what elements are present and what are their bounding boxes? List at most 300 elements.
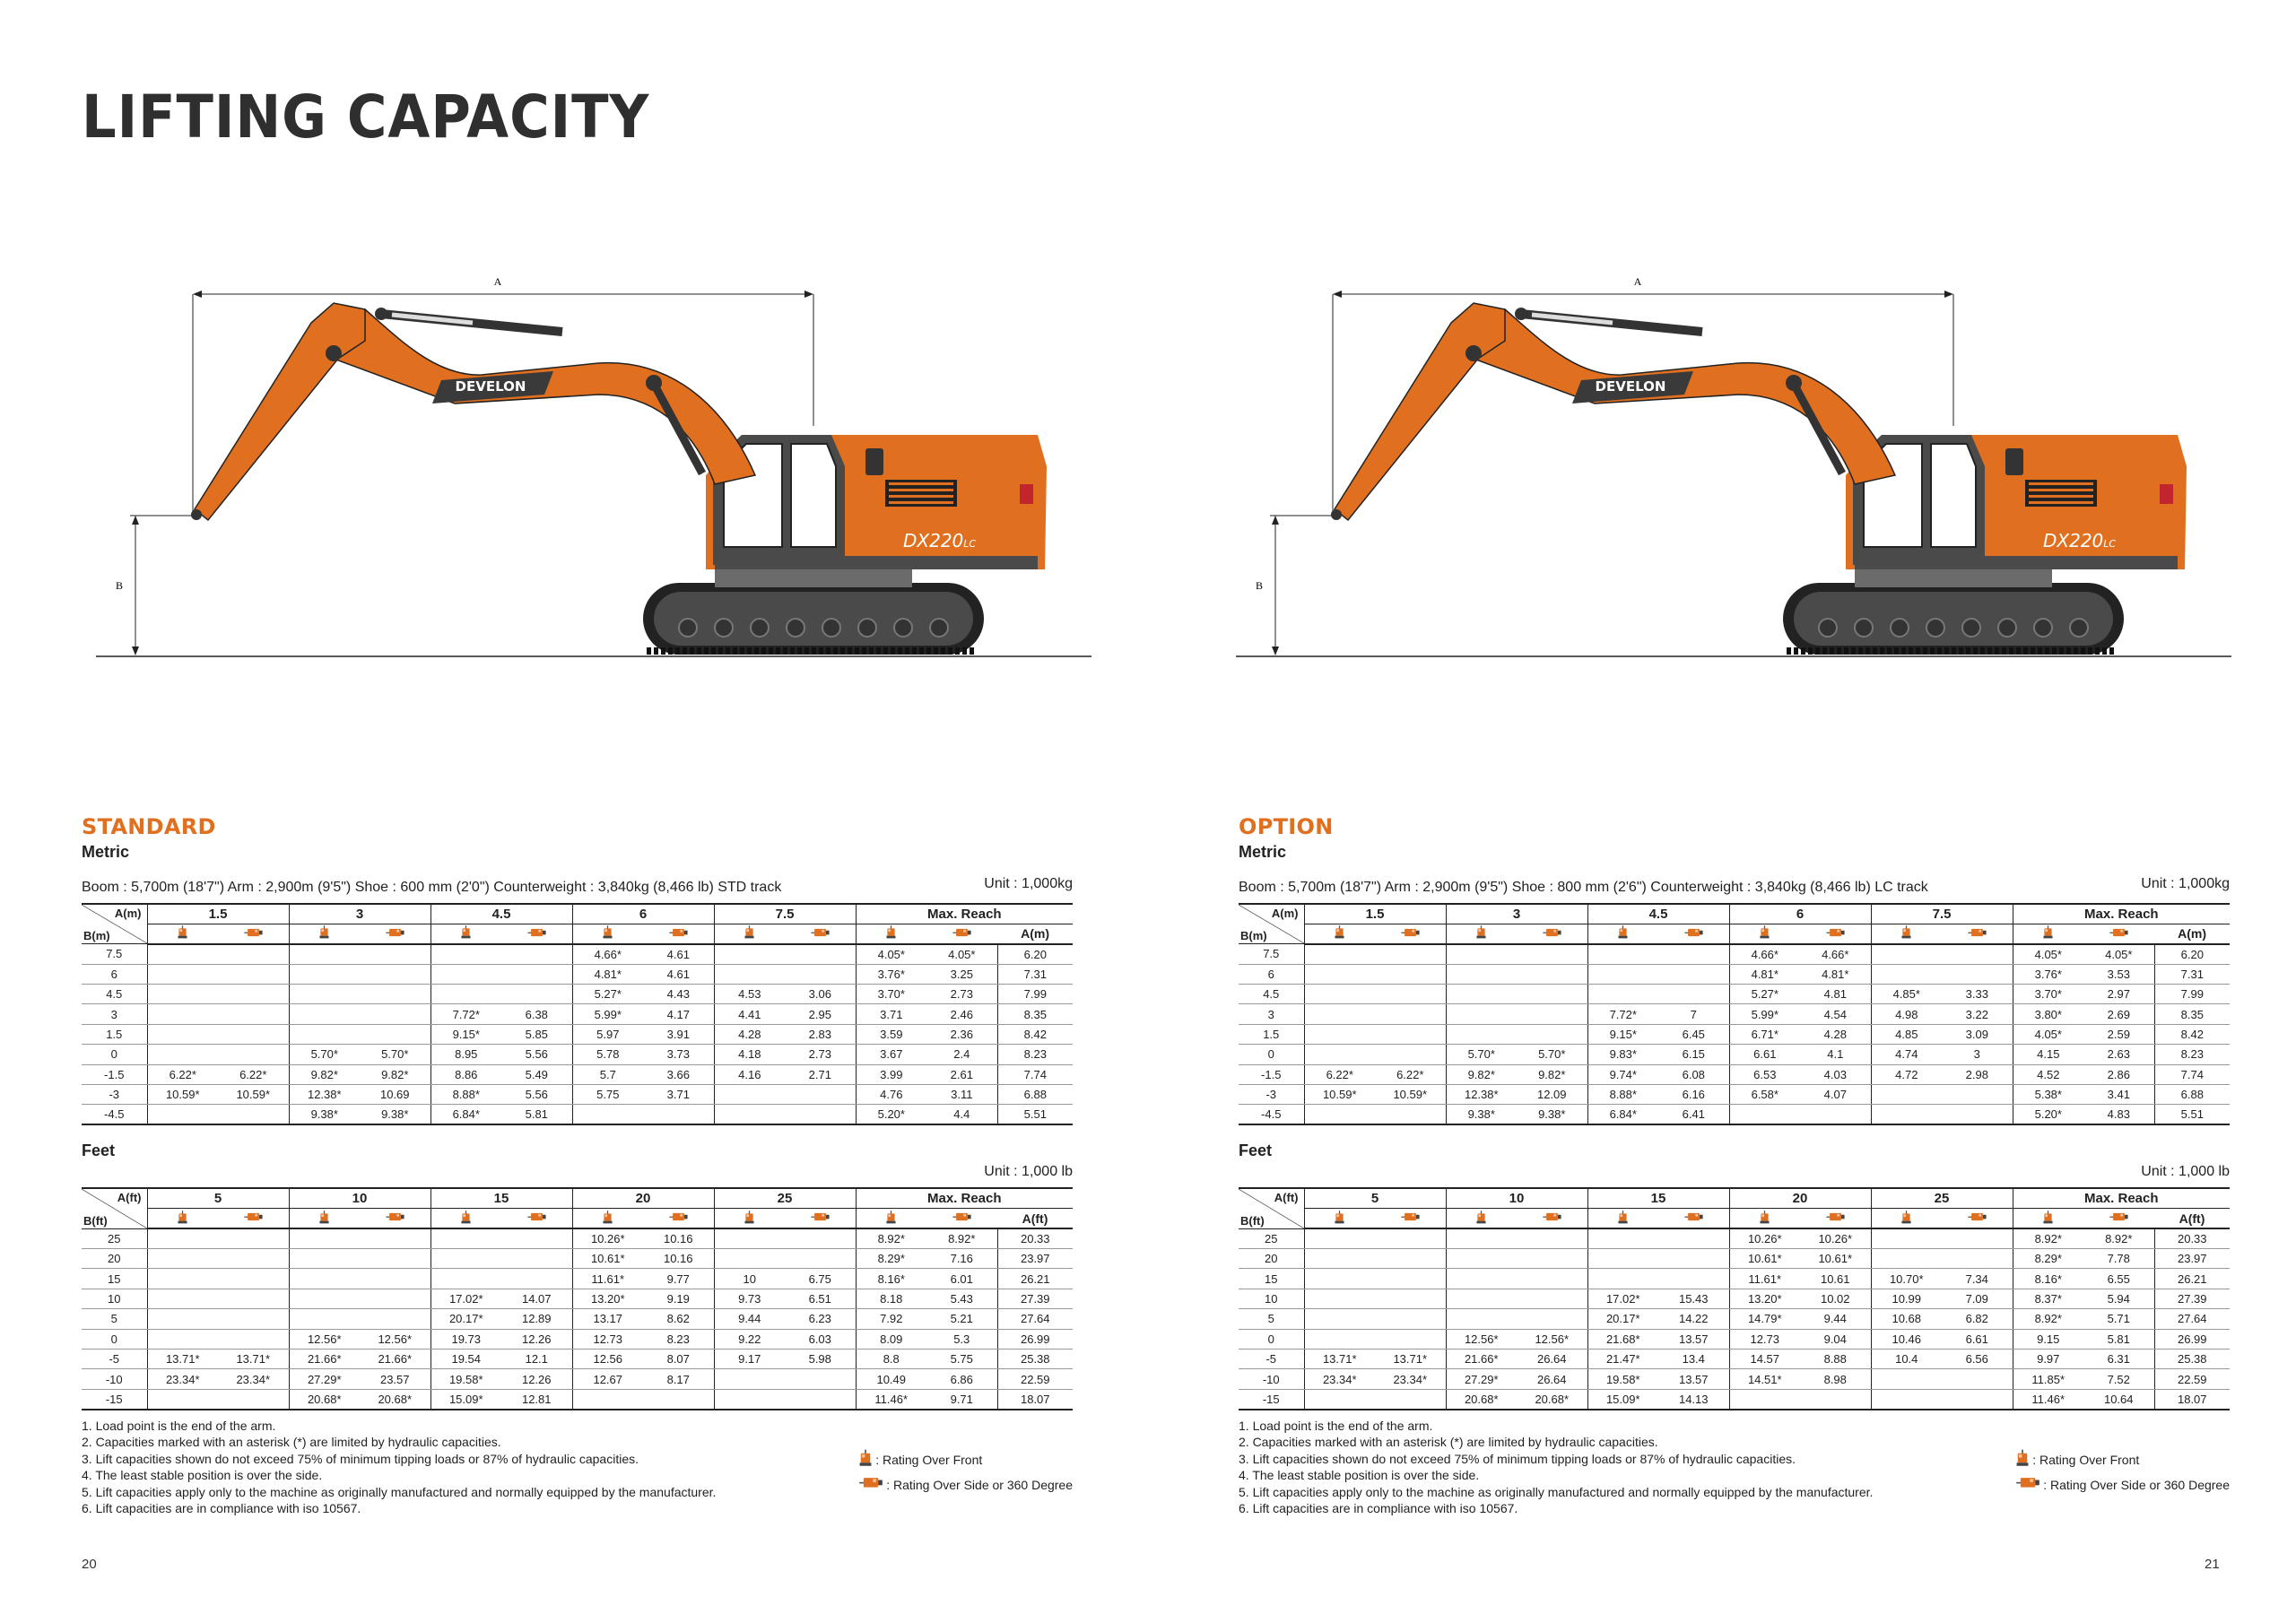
table-row (82, 1369, 1073, 1389)
capacity-cell (1375, 944, 1446, 964)
capacity-cell: 9.38* (289, 1105, 360, 1124)
reach-column-header: A(m) (2154, 924, 2230, 943)
capacity-cell: 25.38 (997, 1349, 1073, 1368)
row-height-label: 1.5 (1239, 1024, 1304, 1044)
rating-side-icon (1517, 1209, 1587, 1228)
capacity-cell (147, 1329, 218, 1349)
column-header: Max. Reach (2013, 1188, 2230, 1208)
table-row (82, 1329, 1073, 1349)
row-height-label: 15 (82, 1269, 147, 1289)
table-row (1239, 1389, 2230, 1409)
capacity-cell (1375, 1228, 1446, 1248)
capacity-cell (501, 944, 572, 964)
capacity-cell: 6.84* (430, 1105, 501, 1124)
capacity-cell: 4.15 (2013, 1045, 2083, 1064)
capacity-cell: 18.07 (2154, 1389, 2230, 1409)
capacity-cell: 9.38* (1446, 1105, 1517, 1124)
capacity-cell: 13.71* (1304, 1349, 1375, 1368)
capacity-cell: 4.81 (1800, 985, 1871, 1004)
page-number-right: 21 (2205, 1557, 2220, 1572)
capacity-cell: 4.81* (1729, 964, 1800, 984)
capacity-cell (289, 1289, 360, 1308)
capacity-cell (1375, 985, 1446, 1004)
row-height-label: 1.5 (82, 1024, 147, 1044)
capacity-cell: 15.09* (1587, 1389, 1658, 1409)
capacity-cell (1587, 964, 1658, 984)
rating-side-icon (1658, 1209, 1729, 1228)
capacity-cell (360, 1004, 430, 1024)
dimension-a-label: A (493, 275, 502, 288)
capacity-cell: 8.23 (997, 1045, 1073, 1064)
capacity-cell: 26.99 (997, 1329, 1073, 1349)
capacity-cell: 4.66* (572, 944, 643, 964)
capacity-cell (1871, 1228, 1942, 1248)
rating-front-icon (1729, 924, 1800, 943)
column-header: 6 (1729, 904, 1871, 924)
capacity-cell (289, 1309, 360, 1329)
rating-side-icon (360, 924, 430, 943)
table-corner (1239, 904, 1304, 944)
capacity-cell: 12.09 (1517, 1085, 1587, 1105)
capacity-cell (147, 1024, 218, 1044)
notes (1239, 1418, 2230, 1517)
capacity-cell: 10.70* (1871, 1269, 1942, 1289)
capacity-cell: 12.38* (1446, 1085, 1517, 1105)
table-row (82, 985, 1073, 1004)
capacity-cell: 9.73 (714, 1289, 785, 1308)
capacity-cell (1375, 1024, 1446, 1044)
legend (2016, 1448, 2230, 1498)
rating-front-icon (430, 924, 501, 943)
capacity-cell: 9.97 (2013, 1349, 2083, 1368)
capacity-cell: 10.46 (1871, 1329, 1942, 1349)
capacity-cell: 8.16* (2013, 1269, 2083, 1289)
legend-side-label: : Rating Over Side or 360 Degree (886, 1478, 1073, 1493)
capacity-cell (1517, 1248, 1587, 1268)
capacity-cell: 7.31 (997, 964, 1073, 984)
capacity-cell (218, 1329, 289, 1349)
capacity-cell (289, 1269, 360, 1289)
capacity-cell: 5.51 (997, 1105, 1073, 1124)
capacity-cell (218, 1269, 289, 1289)
row-height-label: -1.5 (82, 1064, 147, 1084)
capacity-cell (1871, 964, 1942, 984)
rating-side-icon (1658, 924, 1729, 943)
rating-side-icon (1800, 1209, 1871, 1228)
capacity-cell: 26.21 (2154, 1269, 2230, 1289)
page-number-left: 20 (82, 1557, 97, 1572)
capacity-cell: 5.81 (501, 1105, 572, 1124)
capacity-cell (360, 1309, 430, 1329)
capacity-cell: 7.99 (997, 985, 1073, 1004)
row-height-label: -5 (1239, 1349, 1304, 1368)
capacity-cell: 10.59* (218, 1085, 289, 1105)
capacity-cell (1304, 1045, 1375, 1064)
capacity-cell: 23.34* (218, 1369, 289, 1389)
capacity-cell (1304, 985, 1375, 1004)
capacity-cell: 6.55 (2083, 1269, 2154, 1289)
capacity-cell: 9.44 (714, 1309, 785, 1329)
capacity-cell (1304, 1024, 1375, 1044)
column-header: 4.5 (1587, 904, 1729, 924)
capacity-cell: 4.4 (926, 1105, 997, 1124)
capacity-cell (1304, 1309, 1375, 1329)
row-height-label: -1.5 (1239, 1064, 1304, 1084)
capacity-cell: 8.35 (997, 1004, 1073, 1024)
capacity-cell: 3.11 (926, 1085, 997, 1105)
legend (859, 1448, 1073, 1498)
note: 4. The least stable position is over the side. (1239, 1468, 1480, 1483)
capacity-cell (1587, 1269, 1658, 1289)
table-row (82, 1269, 1073, 1289)
capacity-cell: 4.16 (714, 1064, 785, 1084)
capacity-cell: 26.64 (1517, 1349, 1587, 1368)
table-row (1239, 1269, 2230, 1289)
capacity-cell: 5.56 (501, 1045, 572, 1064)
table-row (1239, 1228, 2230, 1248)
capacity-cell: 9.17 (714, 1349, 785, 1368)
capacity-cell: 8.17 (643, 1369, 714, 1389)
capacity-cell: 2.4 (926, 1045, 997, 1064)
row-height-label: -10 (82, 1369, 147, 1389)
capacity-cell: 10.02 (1800, 1289, 1871, 1308)
table-row (1239, 1289, 2230, 1308)
capacity-cell: 14.57 (1729, 1349, 1800, 1368)
rating-front-icon (2013, 924, 2083, 943)
rating-front-icon (572, 1209, 643, 1228)
reach-column-header: A(m) (997, 924, 1073, 943)
capacity-cell: 6.84* (1587, 1105, 1658, 1124)
capacity-cell (147, 1248, 218, 1268)
table-row (1239, 1004, 2230, 1024)
note: 3. Lift capacities shown do not exceed 75% of minimum tipping loads or 87% of hydraulic capacities. (82, 1451, 639, 1466)
capacity-cell (1587, 1248, 1658, 1268)
capacity-cell (1446, 985, 1517, 1004)
capacity-cell: 14.07 (501, 1289, 572, 1308)
dimension-a-label: A (1633, 275, 1642, 288)
capacity-cell: 5.78 (572, 1045, 643, 1064)
capacity-cell: 10.69 (360, 1085, 430, 1105)
capacity-cell: 2.98 (1942, 1064, 2013, 1084)
capacity-cell: 4.28 (1800, 1024, 1871, 1044)
capacity-cell: 2.97 (2083, 985, 2154, 1004)
capacity-cell (1942, 1389, 2013, 1409)
capacity-cell: 5.49 (501, 1064, 572, 1084)
capacity-cell: 3.99 (856, 1064, 926, 1084)
capacity-cell: 6.15 (1658, 1045, 1729, 1064)
capacity-cell: 5.56 (501, 1085, 572, 1105)
capacity-cell (1517, 1004, 1587, 1024)
column-header: 25 (714, 1188, 856, 1208)
capacity-cell: 6.31 (2083, 1349, 2154, 1368)
capacity-cell (785, 1369, 856, 1389)
capacity-cell: 4.53 (714, 985, 785, 1004)
rating-front-icon (1871, 1209, 1942, 1228)
capacity-cell: 3.67 (856, 1045, 926, 1064)
capacity-cell: 10.26* (1729, 1228, 1800, 1248)
capacity-cell: 3.22 (1942, 1004, 2013, 1024)
capacity-cell: 7 (1658, 1004, 1729, 1024)
capacity-cell: 6.53 (1729, 1064, 1800, 1084)
capacity-cell: 8.37* (2013, 1289, 2083, 1308)
feet-unit-line (82, 1160, 1073, 1184)
capacity-cell (289, 964, 360, 984)
capacity-cell: 23.97 (2154, 1248, 2230, 1268)
feet-label: Feet (1239, 1141, 1273, 1160)
capacity-cell (1658, 1228, 1729, 1248)
capacity-cell (147, 944, 218, 964)
capacity-cell: 2.69 (2083, 1004, 2154, 1024)
capacity-cell: 9.74* (1587, 1064, 1658, 1084)
capacity-cell: 10.61 (1800, 1269, 1871, 1289)
capacity-cell (1871, 1085, 1942, 1105)
metric-label: Metric (1239, 843, 1287, 861)
capacity-cell (218, 1228, 289, 1248)
capacity-cell (218, 964, 289, 984)
column-header: 1.5 (147, 904, 289, 924)
capacity-cell (1446, 1309, 1517, 1329)
legend-front-label: : Rating Over Front (2032, 1453, 2140, 1468)
capacity-cell (289, 985, 360, 1004)
rating-side-icon (1942, 924, 2013, 943)
capacity-cell: 4.05* (2013, 944, 2083, 964)
capacity-cell (1446, 1004, 1517, 1024)
capacity-cell: 9.38* (1517, 1105, 1587, 1124)
capacity-cell: 4.61 (643, 964, 714, 984)
capacity-cell: 5.85 (501, 1024, 572, 1044)
rating-front-icon (1304, 924, 1375, 943)
capacity-cell: 11.46* (856, 1389, 926, 1409)
row-height-label: 6 (82, 964, 147, 984)
dimension-b-label: B (116, 579, 124, 592)
capacity-cell (289, 1248, 360, 1268)
capacity-cell (1729, 1389, 1800, 1409)
capacity-cell: 27.29* (1446, 1369, 1517, 1389)
capacity-cell (147, 964, 218, 984)
table-corner (1239, 1188, 1304, 1228)
capacity-cell (714, 1228, 785, 1248)
row-height-label: 4.5 (1239, 985, 1304, 1004)
capacity-cell (1658, 944, 1729, 964)
capacity-cell: 8.8 (856, 1349, 926, 1368)
capacity-cell (1375, 1389, 1446, 1409)
rating-front-icon (289, 1209, 360, 1228)
capacity-cell (1446, 944, 1517, 964)
capacity-cell (501, 1248, 572, 1268)
capacity-cell (147, 1045, 218, 1064)
capacity-cell: 8.92* (926, 1228, 997, 1248)
capacity-cell (785, 1105, 856, 1124)
column-header: 15 (430, 1188, 572, 1208)
capacity-cell: 6.22* (1304, 1064, 1375, 1084)
metric-capacity-table (82, 903, 1073, 1125)
capacity-cell (289, 1024, 360, 1044)
capacity-cell (785, 964, 856, 984)
capacity-cell (1446, 1228, 1517, 1248)
table-row (82, 1248, 1073, 1268)
capacity-cell: 9.71 (926, 1389, 997, 1409)
capacity-cell (714, 944, 785, 964)
capacity-cell: 4.72 (1871, 1064, 1942, 1084)
row-height-label: 0 (1239, 1329, 1304, 1349)
row-height-label: 4.5 (82, 985, 147, 1004)
capacity-cell: 13.57 (1658, 1329, 1729, 1349)
capacity-cell (501, 1228, 572, 1248)
capacity-cell (1304, 1004, 1375, 1024)
row-height-label: 6 (1239, 964, 1304, 984)
row-height-label: -3 (82, 1085, 147, 1105)
capacity-cell (1375, 1329, 1446, 1349)
table-row (1239, 1309, 2230, 1329)
capacity-cell (1517, 1228, 1587, 1248)
capacity-cell (1800, 1389, 1871, 1409)
column-header: 20 (1729, 1188, 1871, 1208)
capacity-cell: 10.61* (1729, 1248, 1800, 1268)
corner-b-label: B(ft) (1240, 1213, 1265, 1228)
rating-front-icon (1446, 924, 1517, 943)
spec-line (1239, 876, 2230, 899)
note: 1. Load point is the end of the arm. (82, 1418, 276, 1433)
capacity-cell: 11.61* (572, 1269, 643, 1289)
capacity-cell: 6.51 (785, 1289, 856, 1308)
capacity-cell (1375, 1248, 1446, 1268)
brand-label: DEVELON (1595, 378, 1666, 395)
capacity-cell: 5.20* (2013, 1105, 2083, 1124)
capacity-cell: 4.52 (2013, 1064, 2083, 1084)
row-height-label: -3 (1239, 1085, 1304, 1105)
capacity-cell (1800, 1105, 1871, 1124)
capacity-cell: 4.17 (643, 1004, 714, 1024)
capacity-cell (1446, 1248, 1517, 1268)
capacity-cell: 26.64 (1517, 1369, 1587, 1389)
capacity-cell: 3.66 (643, 1064, 714, 1084)
capacity-cell: 5.94 (2083, 1289, 2154, 1308)
capacity-cell: 5.75 (926, 1349, 997, 1368)
table-row (1239, 964, 2230, 984)
capacity-cell: 3.73 (643, 1045, 714, 1064)
capacity-cell: 10.99 (1871, 1289, 1942, 1308)
capacity-cell: 17.02* (1587, 1289, 1658, 1308)
capacity-cell (572, 1105, 643, 1124)
capacity-cell: 20.17* (1587, 1309, 1658, 1329)
capacity-cell: 13.57 (1658, 1369, 1729, 1389)
rating-side-icon (1517, 924, 1587, 943)
section-title: OPTION (1239, 814, 1334, 839)
capacity-cell (1375, 1004, 1446, 1024)
capacity-cell: 9.83* (1587, 1045, 1658, 1064)
capacity-cell: 9.04 (1800, 1329, 1871, 1349)
capacity-cell: 22.59 (997, 1369, 1073, 1389)
capacity-cell (1942, 1105, 2013, 1124)
capacity-cell: 6.61 (1729, 1045, 1800, 1064)
capacity-cell (430, 1248, 501, 1268)
row-height-label: 10 (82, 1289, 147, 1308)
capacity-cell: 4.07 (1800, 1085, 1871, 1105)
capacity-cell (360, 1248, 430, 1268)
feet-unit: Unit : 1,000 lb (2141, 1164, 2230, 1180)
corner-a-label: A(m) (1271, 907, 1299, 920)
capacity-cell (430, 944, 501, 964)
capacity-cell: 5.20* (856, 1105, 926, 1124)
table-row (1239, 1085, 2230, 1105)
capacity-cell: 10.49 (856, 1369, 926, 1389)
column-header: 4.5 (430, 904, 572, 924)
capacity-cell: 9.82* (1517, 1064, 1587, 1084)
option-section (1239, 814, 2230, 1517)
rating-front-icon (856, 924, 926, 943)
capacity-cell: 5.70* (360, 1045, 430, 1064)
capacity-cell: 10.4 (1871, 1349, 1942, 1368)
capacity-cell (147, 1309, 218, 1329)
dimension-b-label: B (1256, 579, 1264, 592)
capacity-cell: 9.77 (643, 1269, 714, 1289)
capacity-cell: 4.05* (2013, 1024, 2083, 1044)
rating-front-icon (1304, 1209, 1375, 1228)
capacity-cell (147, 1289, 218, 1308)
model-badge: DX220LC (2043, 530, 2117, 551)
legend-front (2016, 1448, 2230, 1473)
table-row (82, 1309, 1073, 1329)
capacity-cell: 6.82 (1942, 1309, 2013, 1329)
capacity-cell: 4.28 (714, 1024, 785, 1044)
capacity-cell (360, 1289, 430, 1308)
capacity-cell (1517, 1309, 1587, 1329)
capacity-cell: 8.23 (2154, 1045, 2230, 1064)
rating-front-icon (2016, 1449, 2032, 1471)
capacity-cell: 13.20* (1729, 1289, 1800, 1308)
standard-section (82, 814, 1073, 1517)
capacity-cell: 5.70* (1517, 1045, 1587, 1064)
capacity-cell: 7.92 (856, 1309, 926, 1329)
capacity-cell: 6.22* (1375, 1064, 1446, 1084)
capacity-cell: 4.54 (1800, 1004, 1871, 1024)
capacity-cell: 5.27* (572, 985, 643, 1004)
capacity-cell (289, 1004, 360, 1024)
capacity-cell: 3.53 (2083, 964, 2154, 984)
capacity-cell: 2.73 (926, 985, 997, 1004)
rating-side-icon (926, 1209, 997, 1228)
capacity-cell: 20.68* (1446, 1389, 1517, 1409)
capacity-cell: 6.08 (1658, 1064, 1729, 1084)
capacity-cell: 20.68* (289, 1389, 360, 1409)
capacity-cell (714, 1389, 785, 1409)
capacity-cell: 10.26* (1800, 1228, 1871, 1248)
capacity-cell: 6.75 (785, 1269, 856, 1289)
row-height-label: -15 (82, 1389, 147, 1409)
capacity-cell (147, 1004, 218, 1024)
capacity-cell: 20.17* (430, 1309, 501, 1329)
capacity-cell: 6.22* (218, 1064, 289, 1084)
section-title: STANDARD (82, 814, 216, 839)
excavator-diagram-standard (96, 260, 1091, 673)
row-height-label: 7.5 (1239, 944, 1304, 964)
model-badge: DX220LC (903, 530, 977, 551)
capacity-cell (1517, 964, 1587, 984)
capacity-cell: 3 (1942, 1045, 2013, 1064)
capacity-cell: 4.1 (1800, 1045, 1871, 1064)
rating-front-icon (147, 924, 218, 943)
row-height-label: 25 (1239, 1228, 1304, 1248)
capacity-cell (430, 1269, 501, 1289)
capacity-cell (218, 1389, 289, 1409)
table-row (1239, 1369, 2230, 1389)
capacity-cell: 4.81* (572, 964, 643, 984)
capacity-cell: 21.47* (1587, 1349, 1658, 1368)
capacity-cell: 6.03 (785, 1329, 856, 1349)
capacity-cell: 3.06 (785, 985, 856, 1004)
capacity-cell: 3.59 (856, 1024, 926, 1044)
capacity-cell (360, 944, 430, 964)
